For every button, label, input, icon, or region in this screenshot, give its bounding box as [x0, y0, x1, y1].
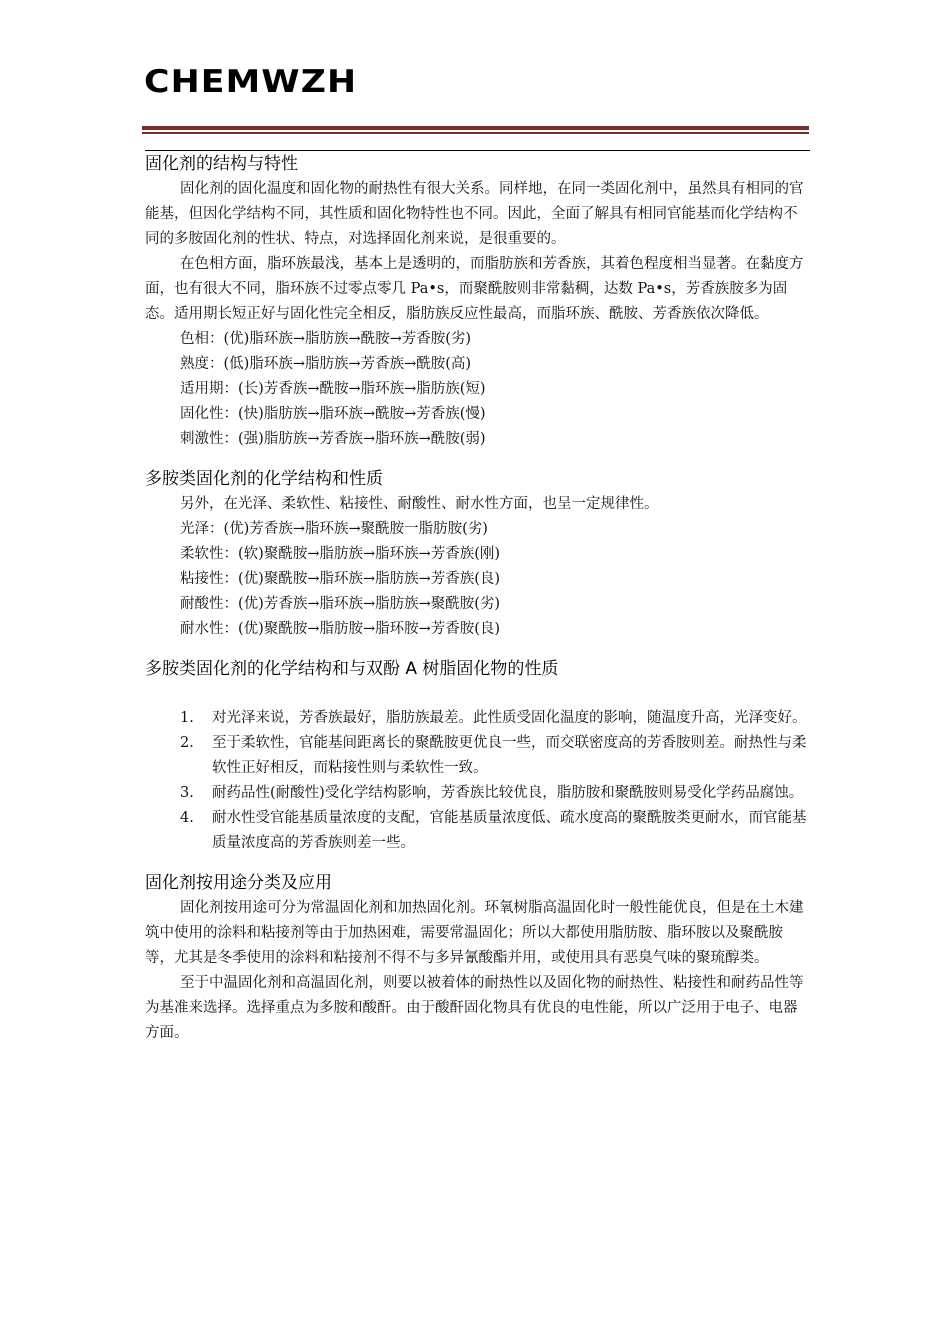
- list-item: [145, 806, 810, 856]
- header-rule-thick: [142, 126, 809, 130]
- ranking-line: 耐水性：(优)聚酰胺→脂肪胺→脂环胺→芳香胺(良): [180, 621, 501, 637]
- ranking-line: 光泽：(优)芳香族→脂环族→聚酰胺一脂肪胺(劣): [180, 521, 488, 537]
- ranking-line: 柔软性：(软)聚酰胺→脂肪族→脂环族→芳香族(刚): [180, 546, 501, 562]
- ranking-line: 耐酸性：(优)芳香族→脂环族→脂肪族→聚酰胺(劣): [180, 596, 501, 612]
- section-title: 多胺类固化剂的化学结构和性质: [145, 469, 383, 489]
- list-number: 1.: [180, 710, 194, 726]
- paragraph: 固化剂的固化温度和固化物的耐热性有很大关系。同样地，在同一类固化剂中，虽然具有相同的官能基，但因化学结构不同，其性质和固化物特性也不同。因此，全面了解具有相同官能基而化学结构不同的多胺固化剂的性状、特点，对选择固化剂来说，是很重要的。: [145, 181, 804, 247]
- ranking-line: 色相：(优)脂环族→脂肪族→酰胺→芳香胺(劣): [180, 331, 472, 347]
- list-number: 4.: [180, 810, 194, 826]
- section-title: 多胺类固化剂的化学结构和与双酚 A 树脂固化物的性质: [145, 659, 559, 679]
- ranking-intro: 另外，在光泽、柔软性、粘接性、耐酸性、耐水性方面，也呈一定规律性。: [180, 496, 659, 512]
- header-rule-thin: [142, 132, 809, 134]
- list-text: 至于柔软性，官能基间距离长的聚酰胺更优良一些，而交联密度高的芳香胺则差。耐热性与柔软性正好相反，而粘接性则与柔软性一致。: [212, 735, 807, 776]
- section-title: 固化剂按用途分类及应用: [145, 873, 332, 893]
- numbered-list: [145, 706, 810, 856]
- section-bisphenol-a-properties: [145, 656, 810, 856]
- list-text: 耐药品性(耐酸性)受化学结构影响，芳香族比较优良，脂肪胺和聚酰胺则易受化学药品腐蚀。: [212, 785, 804, 801]
- ranking-line: 适用期：(长)芳香族→酰胺→脂环族→脂肪族(短): [180, 381, 486, 397]
- ranking-line: 熟度：(低)脂环族→脂肪族→芳香族→酰胺(高): [180, 356, 472, 372]
- paragraph: 固化剂按用途可分为常温固化剂和加热固化剂。环氧树脂高温固化时一般性能优良，但是在土木建筑中使用的涂料和粘接剂等由于加热困难，需要常温固化；所以大都使用脂肪胺、脂环胺以及聚酰胺等，尤其是冬季使用的涂料和粘接剂不得不与多异氰酸酯并用，或使用具有恶臭气味的聚琉醇类。: [145, 900, 804, 966]
- list-item: [145, 731, 810, 781]
- ranking-line: 刺激性：(强)脂肪族→芳香族→脂环族→酰胺(弱): [180, 431, 486, 447]
- list-text: 对光泽来说，芳香族最好，脂肪族最差。此性质受固化温度的影响，随温度升高，光泽变好。: [212, 710, 807, 726]
- document-body: [145, 150, 810, 1046]
- paragraph: 在色相方面，脂环族最浅，基本上是透明的，而脂肪族和芳香族，其着色程度相当显著。在黏度方面，也有很大不同，脂环族不过零点零几 Pa•s，而聚酰胺则非常黏稠，达数 Pa•s，芳香族胺多为固态。适用期长短正好与固化性完全相反，脂肪族反应性最高，而脂环族、酰胺、芳香族依次降低。: [145, 256, 804, 322]
- ranking-line: 粘接性：(优)聚酰胺→脂环族→脂肪族→芳香族(良): [180, 571, 501, 587]
- paragraph: 至于中温固化剂和高温固化剂，则要以被着体的耐热性以及固化物的耐热性、粘接性和耐药品性等为基准来选择。选择重点为多胺和酸酐。由于酸酐固化物具有优良的电性能，所以广泛用于电子、电器方面。: [145, 975, 804, 1041]
- section-structure-properties: [145, 151, 810, 452]
- list-item: [145, 706, 810, 731]
- list-item: [145, 781, 810, 806]
- ranking-line: 固化性：(快)脂肪族→脂环族→酰胺→芳香族(慢): [180, 406, 486, 422]
- list-number: 2.: [180, 735, 194, 751]
- logo: CHEMWZH: [144, 64, 358, 100]
- section-classification-usage: [145, 870, 810, 1046]
- list-number: 3.: [180, 785, 194, 801]
- list-text: 耐水性受官能基质量浓度的支配，官能基质量浓度低、疏水度高的聚酰胺类更耐水，而官能基质量浓度高的芳香族则差一些。: [212, 810, 807, 851]
- section-polyamine-structure: [145, 466, 810, 642]
- section-title: 固化剂的结构与特性: [145, 154, 298, 174]
